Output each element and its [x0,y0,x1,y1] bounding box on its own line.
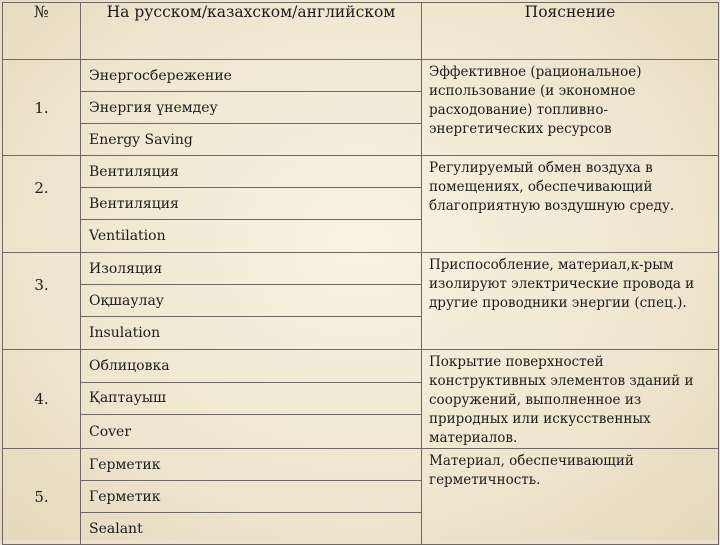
header-term: На русском/казахском/английском [81,3,422,60]
number-cell-continuation [3,317,81,350]
term-ru: Герметик [81,449,422,481]
term-ru: Облицовка [81,350,422,383]
table-row [3,60,719,92]
table-row [3,253,719,285]
table-row [3,350,719,383]
term-ru: Энергосбережение [81,60,422,92]
term-en: Sealant [81,513,422,545]
term-kz: Энергия үнемдеу [81,92,422,124]
explanation-cell-continuation [422,317,719,350]
glossary-table [2,2,719,545]
table-row [3,156,719,188]
term-explanation: Эффективное (рациональное) использование (и экономное расходование) топливно-энергетических ресурсов [422,60,719,156]
table-row [3,449,719,481]
row-number: 5. [3,449,81,545]
number-cell-continuation [3,220,81,253]
row-number: 3. [3,253,81,317]
row-number: 4. [3,350,81,449]
term-kz: Оқшаулау [81,285,422,317]
table-header-row [3,3,719,60]
term-explanation: Покрытие поверхностей конструктивных элементов зданий и сооружений, выполненное из природных или искусственных материалов. [422,350,719,449]
term-en: Ventilation [81,220,422,253]
term-kz: Қаптауыш [81,382,422,415]
term-explanation: Регулируемый обмен воздуха в помещениях, обеспечивающий благоприятную воздушную среду. [422,156,719,220]
row-number: 1. [3,60,81,156]
term-explanation: Материал, обеспечивающий герметичность. [422,449,719,545]
explanation-cell-continuation [422,220,719,253]
row-number: 2. [3,156,81,220]
term-ru: Вентиляция [81,156,422,188]
header-explanation: Пояснение [422,3,719,60]
term-en: Insulation [81,317,422,350]
term-kz: Вентиляция [81,188,422,220]
header-number: № [3,3,81,60]
term-explanation: Приспособление, материал,к-рым изолируют электрические провода и другие проводники энергии (спец.). [422,253,719,317]
term-kz: Герметик [81,481,422,513]
term-en: Cover [81,415,422,449]
term-ru: Изоляция [81,253,422,285]
term-en: Energy Saving [81,124,422,156]
